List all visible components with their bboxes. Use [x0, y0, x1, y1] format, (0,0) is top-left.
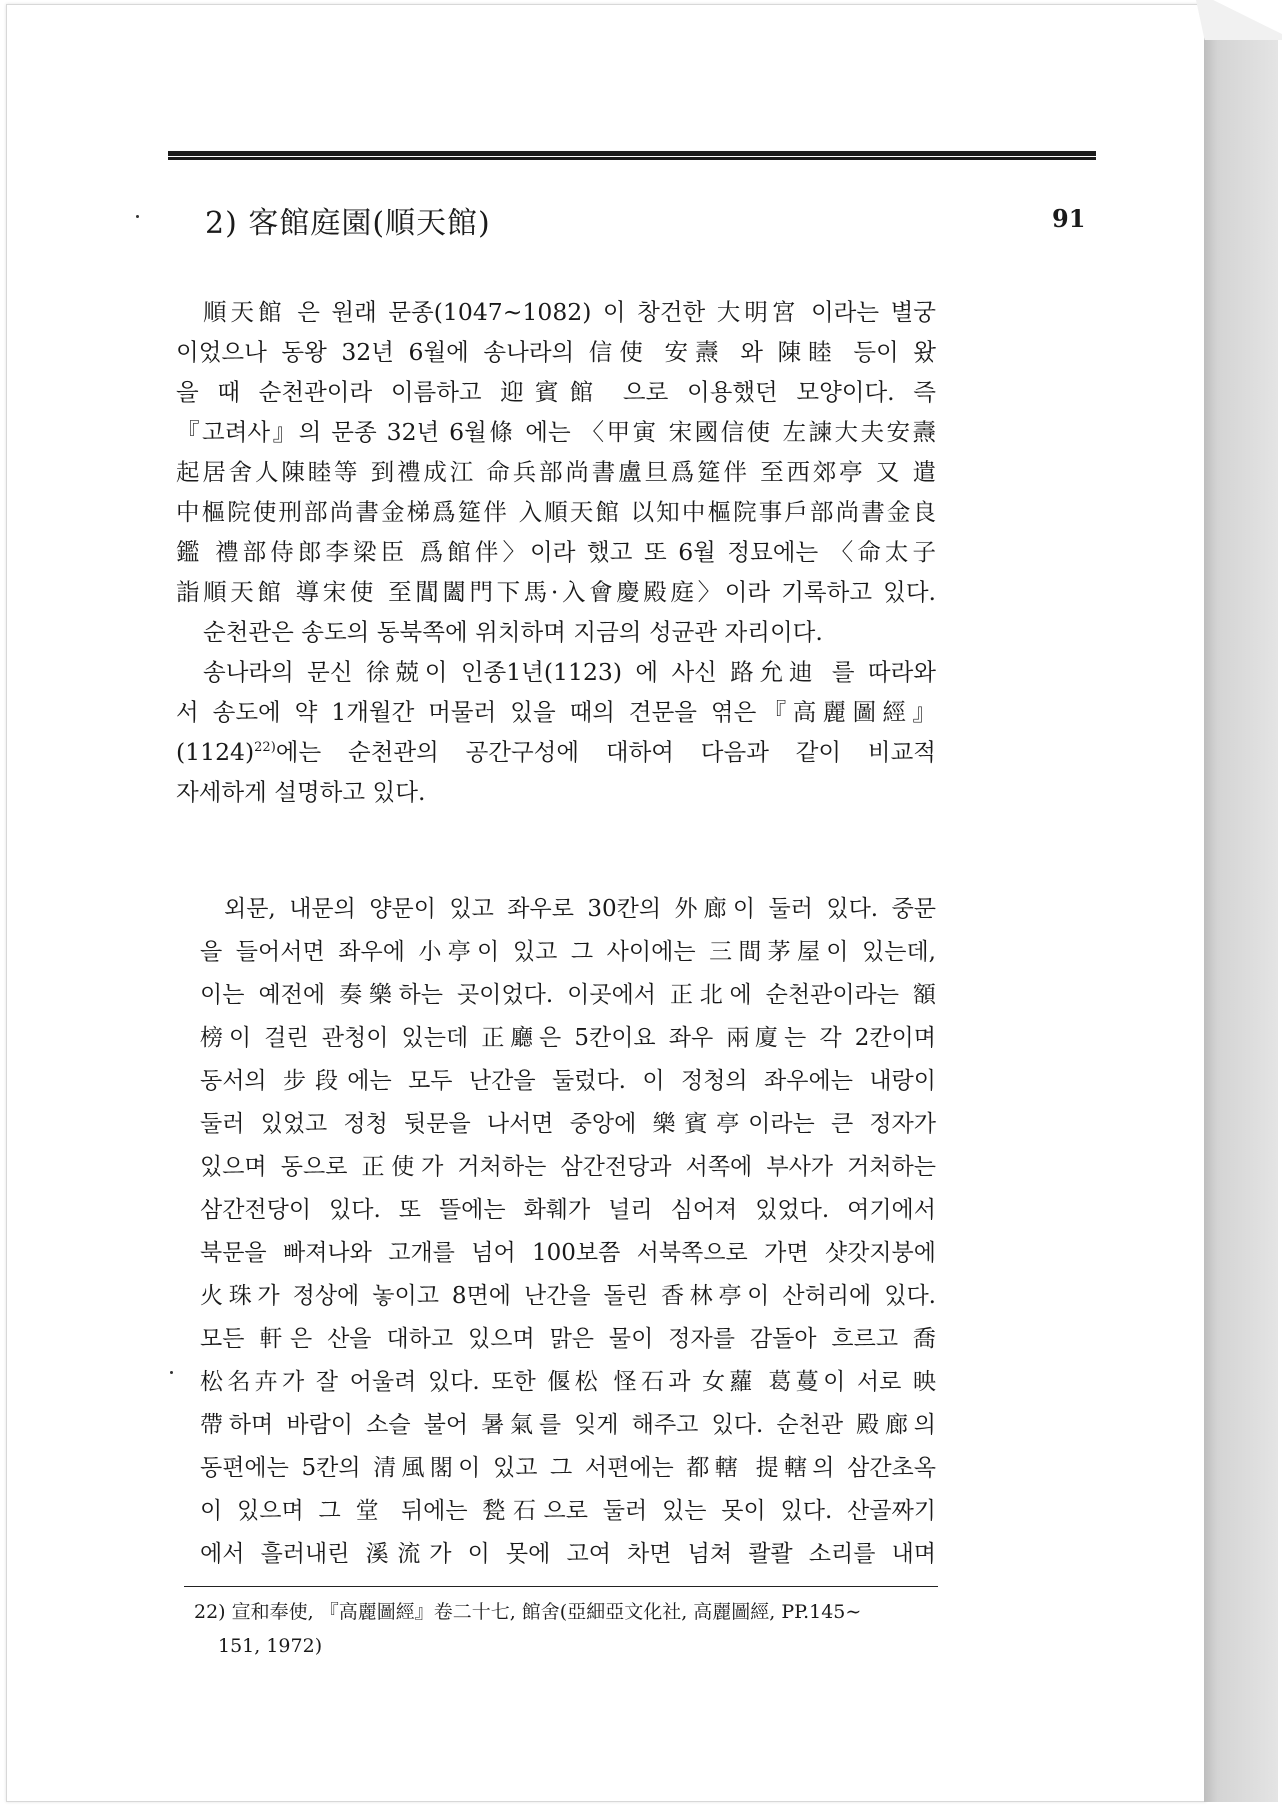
quote-line: 帶하며 바람이 소슬 불어 暑氣를 잊게 해주고 있다. 순천관 殿廊의: [200, 1412, 936, 1438]
footnote-line: 151, 1972): [218, 1635, 323, 1657]
quote-line: 둘러 있었고 정청 뒷문을 나서면 중앙에 樂賓亭이라는 큰 정자가: [200, 1111, 936, 1137]
footnote-divider: [184, 1586, 938, 1587]
footnote: [194, 1595, 954, 1663]
page-fold-corner: [1196, 0, 1282, 40]
body-line: 『고려사』의 문종 32년 6월條 에는 〈甲寅 宋國信使 左諫大夫安燾: [176, 418, 936, 446]
quote-line: 있으며 동으로 正使가 거처하는 삼간전당과 서쪽에 부사가 거처하는: [200, 1154, 936, 1180]
body-line: 자세하게 설명하고 있다.: [176, 778, 426, 806]
body-line: 詣順天館 導宋使 至閶闔門下馬·入會慶殿庭〉이라 기록하고 있다.: [176, 578, 936, 606]
scan-speck: [136, 215, 139, 218]
quote-line: 이는 예전에 奏樂하는 곳이었다. 이곳에서 正北에 순천관이라는 額: [200, 982, 936, 1008]
quote-line: 에서 흘러내린 溪流가 이 못에 고여 차면 넘쳐 콸콸 소리를 내며: [200, 1541, 936, 1567]
quote-line: 榜이 걸린 관청이 있는데 正廳은 5칸이요 좌우 兩廈는 각 2칸이며: [200, 1025, 936, 1051]
quote-line: 북문을 빠져나와 고개를 넘어 100보쯤 서북쪽으로 가면 샷갓지붕에: [200, 1240, 936, 1266]
body-line: 순천관은 송도의 동북쪽에 위치하며 지금의 성균관 자리이다.: [203, 618, 823, 646]
body-line: 을 때 순천관이라 이름하고 迎賓館 으로 이용했던 모양이다. 즉: [176, 378, 936, 406]
body-line: [176, 732, 936, 772]
quote-line: 을 들어서면 좌우에 小亭이 있고 그 사이에는 三間茅屋이 있는데,: [200, 939, 936, 965]
footnote-reference: 22): [254, 740, 276, 756]
quote-line: 동편에는 5칸의 清風閣이 있고 그 서편에는 都轄 提轄의 삼간초옥: [200, 1455, 936, 1481]
quoted-passage: [200, 888, 936, 1576]
body-line: 서 송도에 약 1개월간 머물러 있을 때의 견문을 엮은『高麗圖經』: [176, 698, 936, 726]
scan-speck: [170, 1371, 173, 1374]
quote-line: 모든 軒은 산을 대하고 있으며 맑은 물이 정자를 감돌아 흐르고 喬: [200, 1326, 936, 1352]
quote-line: 외문, 내문의 양문이 있고 좌우로 30칸의 外廊이 둘러 있다. 중문: [224, 896, 936, 922]
body-line: 順天館 은 원래 문종(1047∼1082) 이 창건한 大明宮 이라는 별궁: [203, 298, 936, 326]
body-line: 송나라의 문신 徐兢이 인종1년(1123) 에 사신 路允迪 를 따라와: [203, 658, 936, 686]
page-number: 91: [1052, 204, 1086, 233]
quote-line: 동서의 步段에는 모두 난간을 둘렀다. 이 정청의 좌우에는 내랑이: [200, 1068, 936, 1094]
body-line: 이었으나 동왕 32년 6월에 송나라의 信使 安燾 와 陳睦 등이 왔: [176, 338, 936, 366]
quote-line: 松名卉가 잘 어울려 있다. 또한 偃松 怪石과 女蘿 葛蔓이 서로 映: [200, 1369, 936, 1395]
footnote-line: 22) 宣和奉使, 『高麗圖經』卷二十七, 館舍(亞細亞文化社, 高麗圖經, PP.145∼: [194, 1601, 862, 1623]
page-stack-edge: [1204, 4, 1278, 1802]
section-title: 2) 客館庭園(順天館): [205, 206, 491, 241]
body-line-start: (1124): [176, 738, 255, 766]
quote-line: 삼간전당이 있다. 또 뜰에는 화훼가 널리 심어져 있었다. 여기에서: [200, 1197, 936, 1223]
body-line: 起居舍人陳睦等 到禮成江 命兵部尚書盧旦爲筵伴 至西郊亭 又 遣: [176, 458, 936, 486]
body-paragraphs: [176, 292, 936, 812]
quote-line: 이 있으며 그 堂 뒤에는 甃石으로 둘러 있는 못이 있다. 산골짜기: [200, 1498, 936, 1524]
body-line: 鑑 禮部侍郎李梁臣 爲館伴〉이라 했고 또 6월 정묘에는 〈命太子: [176, 538, 936, 566]
quote-line: 火珠가 정상에 놓이고 8면에 난간을 돌린 香林亭이 산허리에 있다.: [200, 1283, 936, 1309]
body-line-rest: 에는 순천관의 공간구성에 대하여 다음과 같이 비교적: [275, 738, 936, 766]
body-line: 中樞院使刑部尚書金梯爲筵伴 入順天館 以知中樞院事戶部尚書金良: [176, 498, 936, 526]
